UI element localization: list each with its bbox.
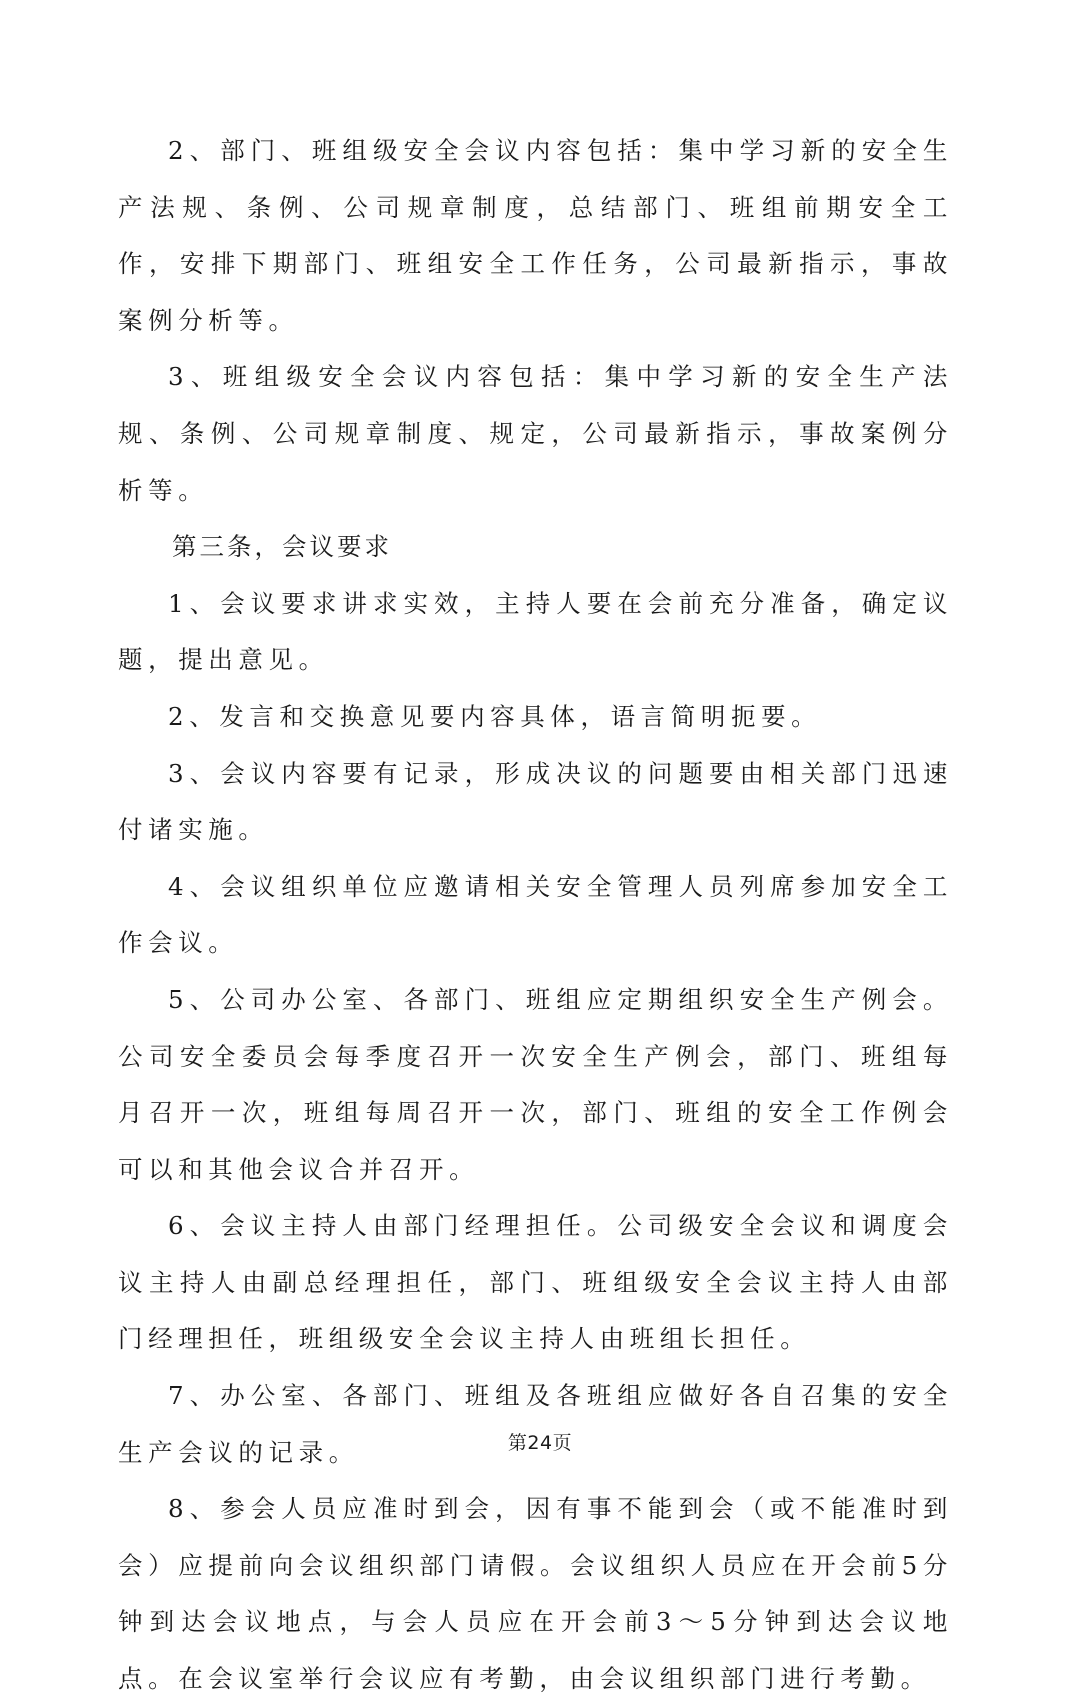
paragraph-requirement-2: 2、发言和交换意见要内容具体，语言简明扼要。: [168, 701, 822, 731]
paragraph-requirement-7: 7、办公室、各部门、班组及各班组应做好各自召集的安全生产会议的记录。: [118, 1381, 953, 1467]
document-body: [118, 123, 953, 1708]
paragraph-requirement-4: 4、会议组织单位应邀请相关安全管理人员列席参加安全工作会议。: [118, 871, 953, 958]
paragraph-item-2-content: 2、部门、班组级安全会议内容包括：集中学习新的安全生产法规、条例、公司规章制度，总结部门、班组前期安全工作，安排下期部门、班组安全工作任务，公司最新指示，事故案例分析等。: [118, 136, 953, 335]
paragraph-requirement-1: 1、会议要求讲求实效，主持人要在会前充分准备，确定议题，提出意见。: [118, 588, 953, 675]
paragraph-requirement-5: 5、公司办公室、各部门、班组应定期组织安全生产例会。公司安全委员会每季度召开一次安全生产例会，部门、班组每月召开一次，班组每周召开一次，部门、班组的安全工作例会可以和其他会议合并召开。: [118, 984, 953, 1184]
paragraph-requirement-8: 8、参会人员应准时到会，因有事不能到会（或不能准时到会）应提前向会议组织部门请假。会议组织人员应在开会前5分钟到达会议地点，与会人员应在开会前3～5分钟到达会议地点。在会议室举行会议应有考勤，由会议组织部门进行考勤。: [118, 1494, 953, 1694]
page-number: 第24页: [507, 1432, 573, 1454]
paragraph-item-3-content: 3、班组级安全会议内容包括：集中学习新的安全生产法规、条例、公司规章制度、规定，公司最新指示，事故案例分析等。: [118, 362, 953, 505]
paragraph-requirement-6: 6、会议主持人由部门经理担任。公司级安全会议和调度会议主持人由副总经理担任，部门、班组级安全会议主持人由部门经理担任，班组级安全会议主持人由班组长担任。: [118, 1211, 953, 1354]
paragraph-requirement-3: 3、会议内容要有记录，形成决议的问题要由相关部门迅速付诸实施。: [118, 758, 953, 845]
section-heading-article-3: 第三条，会议要求: [172, 532, 392, 562]
